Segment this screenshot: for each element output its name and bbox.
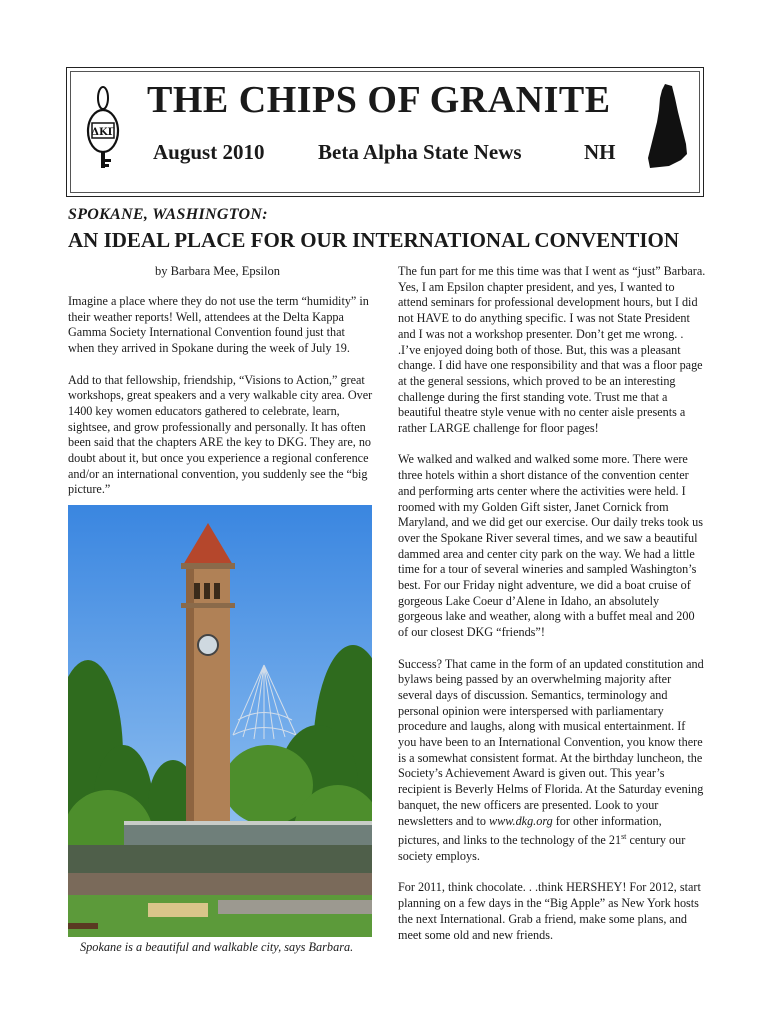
paragraph: Add to that fellowship, friendship, “Visions to Action,” great workshops, great speakers and a very walkable city area. Over 1400 key women educators gathered to celebrate, learn, sightsee, and grow professionally and personally. It has often been said that the chapters ARE the key to DKG. They are, no doubt about it, but once you experience a regional conference and/or an international convention, you suddenly see the “big picture.” <box>68 372 373 497</box>
photo-caption: Spokane is a beautiful and walkable city, says Barbara. <box>80 940 354 954</box>
paragraph <box>398 657 706 865</box>
paragraph: For 2011, think chocolate. . .think HERSHEY! For 2012, start planning on a few days in the “Big Apple” as New York hosts the next International. Grab a friend, make some plans, and meet some old and new friends. <box>398 880 701 942</box>
paragraph-text: for other information, pictures, and links to the technology of the 21 <box>398 813 662 848</box>
issue-date: August 2010 <box>153 140 265 164</box>
paragraph: Imagine a place where they do not use the term “humidity” in their weather reports! Well, attendees at the Delta Kappa Gamma Society International Convention found just that when they arrived in Spokane during the week of July 19. <box>68 294 369 356</box>
article-headline: AN IDEAL PLACE FOR OUR INTERNATIONAL CONVENTION <box>68 228 680 252</box>
paragraph-text: Success? That came in the form of an updated constitution and bylaws being passed by an overwhelming majority after several days of discussion. Semantics, terminology and personal opinion were interspersed with parliamentary procedure and laughs, along with musical entertainment. If you have been to an International Convention, you know there is a somewhat consistent format. At the birthday luncheon, the Society’s Achievement Award is given out. This year’s recipient is Beverly Helms of Florida. At the Saturday evening banquet, the new officers are presented. Look to your newsletters and to <box>398 656 704 828</box>
dkg-key-logo-icon <box>85 80 121 170</box>
paragraph: The fun part for me this time was that I went as “just” Barbara. Yes, I am Epsilon chapter president, and yes, I wanted to attend seminars for professional development hours, but I did not HAVE to do anything specific. I was not State President and I was not a workshop presenter. Don’t get me wrong. . .I’ve enjoyed doing both of those. But, this was a pleasant change. I did have one responsibility and that was a floor page at the general sessions, which proved to be an interesting challenge during the first standing vote. Trust me that a beautiful theatre style venue with no center aisle presents a rather LARGE challenge for floor pages! <box>398 264 706 436</box>
svg-text:ΔΚΓ: ΔΚΓ <box>91 127 115 138</box>
new-hampshire-map-icon <box>645 82 689 170</box>
state-abbrev: NH <box>584 140 616 164</box>
section-name: Beta Alpha State News <box>318 140 522 164</box>
left-column <box>68 294 373 514</box>
ordinal-suffix: st <box>621 832 627 842</box>
dkg-website-link[interactable]: www.dkg.org <box>489 813 553 828</box>
article-kicker: SPOKANE, WASHINGTON: <box>68 206 268 223</box>
article-byline: by Barbara Mee, Epsilon <box>155 264 280 278</box>
spokane-clocktower-photo <box>68 505 372 937</box>
masthead <box>66 67 704 197</box>
newsletter-title: THE CHIPS OF GRANITE <box>147 79 611 121</box>
paragraph-text: century our society employs. <box>398 833 686 864</box>
right-column <box>398 264 706 959</box>
paragraph: We walked and walked and walked some more. There were three hotels within a short distance of the convention center and performing arts center where the activities were held. I roomed with my Golden Gift sister, Janet Cornick from Maryland, and we did get our exercise. Our daily treks took us over the Spokane River several times, and we saw a beautiful dammed area and center city park on the way. We had a little time for a tour of several wineries and sampled Washington’s best. For our Friday night adventure, we did a boat cruise of gorgeous Lake Coeur d’Alene in Idaho, an absolutely gorgeous lake and weather, along with a buffet meal and 200 of our closest DKG “friends”! <box>398 452 703 640</box>
